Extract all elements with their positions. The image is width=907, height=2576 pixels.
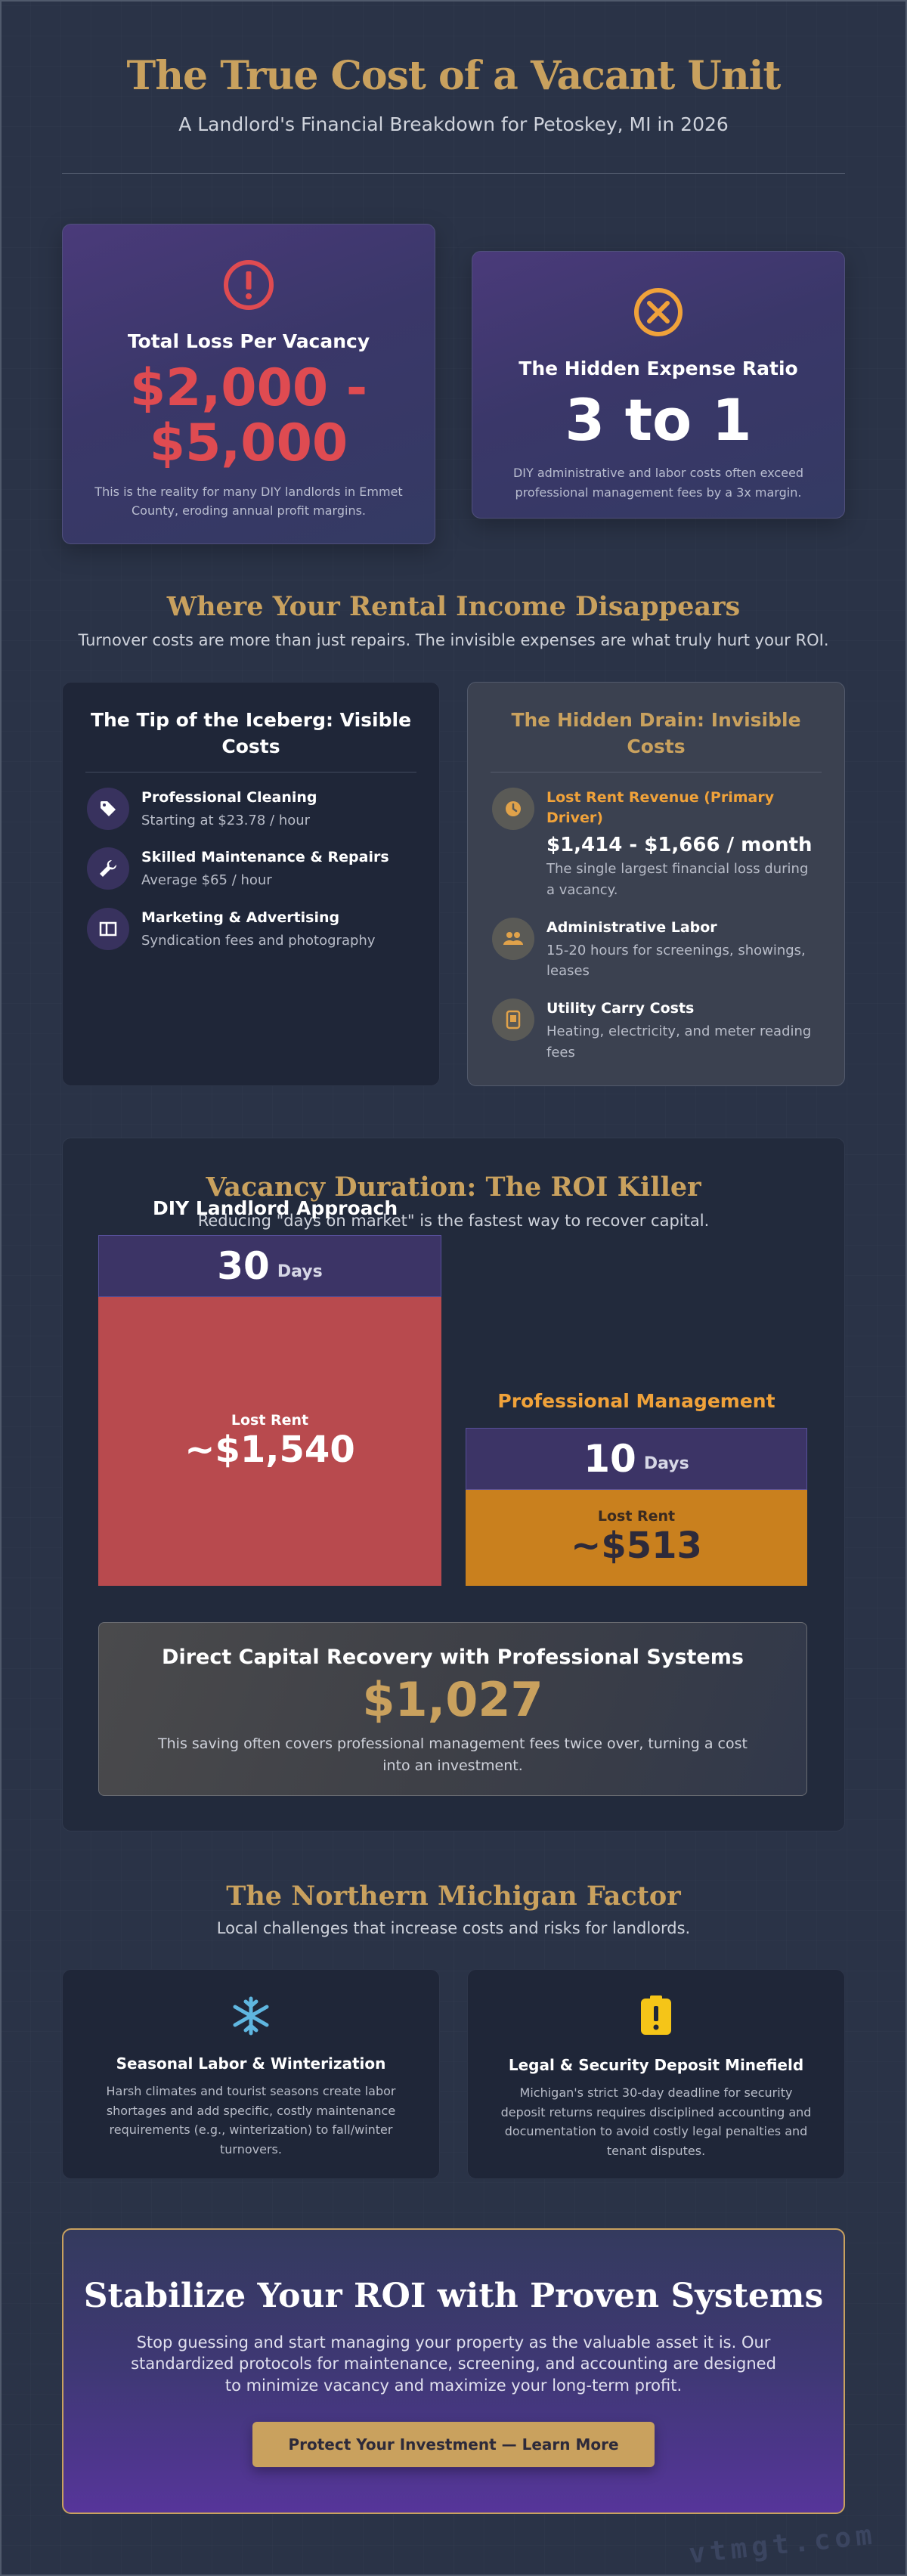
page-title: The True Cost of a Vacant Unit xyxy=(126,53,781,99)
warning-device-icon xyxy=(639,1995,673,2041)
list-item xyxy=(492,918,820,982)
clock-icon xyxy=(492,788,534,830)
item-title: Utility Carry Costs xyxy=(546,1000,695,1017)
item-detail: Syndication fees and photography xyxy=(141,932,376,949)
item-amount: $1,414 - $1,666 / month xyxy=(546,834,813,857)
diy-bar xyxy=(98,1235,441,1586)
roi-subtitle: Reducing "days on market" is the fastest way to recover capital. xyxy=(197,1212,710,1230)
learn-more-button[interactable]: Protect Your Investment — Learn More xyxy=(252,2422,655,2467)
list-item xyxy=(87,847,415,890)
expense-ratio-value: 3 to 1 xyxy=(565,386,752,454)
pro-lost-rent-fill xyxy=(466,1490,807,1586)
total-loss-title: Total Loss Per Vacancy xyxy=(127,330,370,352)
cta-title: Stabilize Your ROI with Proven Systems xyxy=(83,2277,824,2315)
header-divider xyxy=(62,173,845,174)
income-section-header xyxy=(62,591,845,649)
list-item xyxy=(492,999,820,1063)
recovery-value: $1,027 xyxy=(362,1672,543,1727)
watermark: vtmgt.com xyxy=(687,2519,878,2570)
diy-lost-rent-label: Lost Rent xyxy=(231,1412,309,1429)
northern-title: The Northern Michigan Factor xyxy=(226,1881,681,1912)
visible-costs-title: The Tip of the Iceberg: Visible Costs xyxy=(90,709,412,757)
pro-label: Professional Management xyxy=(497,1389,775,1412)
expense-ratio-card xyxy=(472,251,845,519)
seasonal-labor-title: Seasonal Labor & Winterization xyxy=(116,2054,386,2073)
invisible-costs-card xyxy=(467,682,845,1086)
total-loss-value-line1: $2,000 - xyxy=(129,358,368,418)
item-detail: Heating, electricity, and meter reading fees xyxy=(546,1023,812,1060)
diy-label: DIY Landlord Approach xyxy=(153,1197,398,1219)
tag-icon xyxy=(87,788,129,830)
diy-lost-rent-fill xyxy=(98,1297,441,1586)
cta-body: Stop guessing and start managing your property as the valuable asset it is. Our standardized protocols for maintenance, screening, and accounting are designed to minimize vacancy and maximize your long-term profit. xyxy=(131,2333,776,2395)
cta-section xyxy=(62,2228,845,2514)
page-subtitle: A Landlord's Financial Breakdown for Petoskey, MI in 2026 xyxy=(178,113,729,136)
total-loss-value-line2: $5,000 xyxy=(149,413,348,473)
snowflake-icon xyxy=(229,1995,273,2039)
legal-deposit-title: Legal & Security Deposit Minefield xyxy=(508,2056,804,2074)
northern-subtitle: Local challenges that increase costs and risks for landlords. xyxy=(216,1919,691,1937)
diy-days-value: 30 xyxy=(217,1244,270,1288)
meter-icon xyxy=(492,999,534,1041)
wrench-icon xyxy=(87,847,129,890)
expense-ratio-title: The Hidden Expense Ratio xyxy=(519,358,798,379)
list-item xyxy=(492,788,820,901)
total-loss-note: This is the reality for many DIY landlords in Emmet County, eroding annual profit margins. xyxy=(94,484,403,519)
item-detail: Starting at $23.78 / hour xyxy=(141,812,311,828)
item-title: Administrative Labor xyxy=(546,918,717,936)
legal-deposit-card xyxy=(467,1969,845,2179)
income-section-title: Where Your Rental Income Disappears xyxy=(166,591,741,622)
roi-title: Vacancy Duration: The ROI Killer xyxy=(206,1172,701,1203)
invisible-costs-title: The Hidden Drain: Invisible Costs xyxy=(511,709,801,757)
diy-days-unit: Days xyxy=(277,1262,323,1281)
people-icon xyxy=(492,918,534,960)
recovery-note: This saving often covers professional management fees twice over, turning a cost into an investment. xyxy=(158,1735,748,1775)
item-detail: Average $65 / hour xyxy=(141,872,272,889)
page-header xyxy=(62,53,845,135)
total-loss-card xyxy=(62,224,435,544)
income-section-subtitle: Turnover costs are more than just repairs. The invisible expenses are what truly hurt your ROI. xyxy=(78,631,829,649)
legal-deposit-detail: Michigan's strict 30-day deadline for security deposit returns requires disciplined accounting and documentation to avoid costly legal penalties and tenant disputes. xyxy=(500,2085,812,2158)
diy-days-band xyxy=(98,1235,441,1297)
x-circle-icon xyxy=(631,285,686,339)
seasonal-labor-card xyxy=(62,1969,440,2179)
recovery-title: Direct Capital Recovery with Professional Systems xyxy=(162,1646,744,1669)
total-loss-value xyxy=(90,358,407,473)
expense-ratio-note: DIY administrative and labor costs often exceed professional management fees by a 3x margin. xyxy=(512,466,804,500)
item-detail: 15-20 hours for screenings, showings, leases xyxy=(546,942,806,980)
visible-costs-card xyxy=(62,682,440,1086)
item-title: Skilled Maintenance & Repairs xyxy=(141,849,389,866)
pro-lost-rent-label: Lost Rent xyxy=(597,1508,676,1525)
northern-section-header xyxy=(62,1881,845,1937)
diy-lost-rent-value: ~$1,540 xyxy=(184,1429,355,1471)
item-title: Professional Cleaning xyxy=(141,789,317,806)
seasonal-labor-detail: Harsh climates and tourist seasons create labor shortages and add specific, costly maintenance requirements (e.g., winterization) to fall/winter turnovers. xyxy=(106,2084,396,2156)
pro-lost-rent-value: ~$513 xyxy=(571,1525,702,1568)
pro-days-band xyxy=(466,1428,807,1490)
item-title: Lost Rent Revenue (Primary Driver) xyxy=(546,789,775,826)
list-item xyxy=(87,788,415,831)
capital-recovery-box xyxy=(98,1622,807,1796)
exclamation-circle-icon xyxy=(221,258,276,312)
list-item xyxy=(87,908,415,951)
pro-days-unit: Days xyxy=(643,1454,689,1474)
item-title: Marketing & Advertising xyxy=(141,909,340,926)
layout-icon xyxy=(87,908,129,950)
pro-bar xyxy=(466,1428,807,1586)
pro-days-value: 10 xyxy=(584,1436,636,1481)
item-detail: The single largest financial loss during a vacancy. xyxy=(546,861,809,899)
